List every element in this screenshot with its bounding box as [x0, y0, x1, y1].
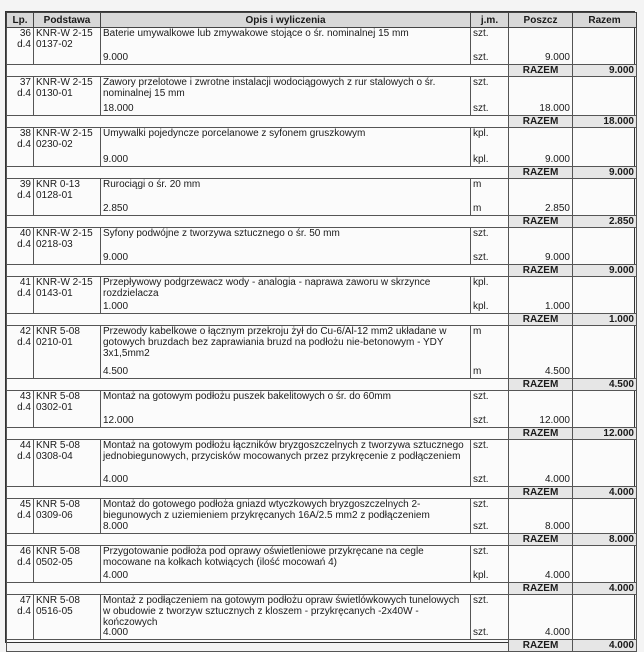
- lp-cell: 44 d.4: [7, 440, 34, 487]
- lp-cell: 45 d.4: [7, 499, 34, 534]
- unit-bottom: szt.: [473, 252, 489, 263]
- table-row: [7, 228, 637, 265]
- razem-value: 9.000: [573, 65, 637, 77]
- razem-spacer: [7, 640, 509, 652]
- unit-wrap: [473, 77, 506, 115]
- quantity-wrap: [511, 440, 570, 486]
- header-jm: j.m.: [471, 13, 509, 28]
- unit-cell: [471, 440, 509, 487]
- calculation-value: 9.000: [103, 252, 129, 263]
- calculation-value: 4.000: [103, 570, 129, 581]
- quantity-cell: [509, 128, 573, 167]
- unit-cell: [471, 499, 509, 534]
- unit-bottom: kpl.: [473, 570, 489, 581]
- quantity-cell: [509, 391, 573, 428]
- lp-cell: 43 d.4: [7, 391, 34, 428]
- description-wrap: [103, 546, 468, 582]
- razem-row: [7, 379, 637, 391]
- header-row: [7, 13, 637, 28]
- razem-value: 12.000: [573, 428, 637, 440]
- base-cell: KNR-W 2-15 0137-02: [34, 28, 101, 65]
- table-row: [7, 391, 637, 428]
- calculation-value: 4.000: [103, 474, 129, 485]
- description-wrap: [103, 326, 468, 378]
- quantity-value: 9.000: [544, 154, 570, 165]
- unit-top: szt.: [473, 546, 489, 557]
- razem-value: 4.000: [573, 487, 637, 499]
- unit-top: kpl.: [473, 128, 489, 139]
- unit-bottom: m: [473, 203, 482, 214]
- razem-row: [7, 116, 637, 128]
- unit-bottom: kpl.: [473, 154, 489, 165]
- razem-row: [7, 640, 637, 652]
- unit-bottom: m: [473, 366, 482, 377]
- razem-row: [7, 216, 637, 228]
- description-wrap: [103, 391, 468, 427]
- razem-spacer: [7, 265, 509, 277]
- razem-spacer: [7, 216, 509, 228]
- total-cell-empty: [573, 28, 637, 65]
- base-cell: KNR 0-13 0128-01: [34, 179, 101, 216]
- description-cell: [101, 326, 471, 379]
- description-text: Montaż z podłączeniem na gotowym podłożu opraw świetlówkowych tunelowych w obudowie z tworzyw sztucznych z kloszem - przykręcanych -2x40W - kończowych: [103, 595, 460, 628]
- quantity-value: 2.850: [544, 203, 570, 214]
- unit-wrap: [473, 326, 506, 378]
- razem-row: [7, 167, 637, 179]
- unit-cell: [471, 77, 509, 116]
- description-cell: [101, 440, 471, 487]
- quantity-value: 9.000: [544, 52, 570, 63]
- lp-cell: 46 d.4: [7, 546, 34, 583]
- unit-bottom: szt.: [473, 415, 489, 426]
- estimate-grid: [6, 12, 637, 652]
- description-text: Przewody kabelkowe o łącznym przekroju żył do Cu-6/Al-12 mm2 układane w gotowych bruzdach bez zaprawiania bruzd na podłożu nie-betonowym - YDY 3x1,5mm2: [103, 326, 447, 359]
- base-cell: KNR-W 2-15 0230-02: [34, 128, 101, 167]
- quantity-value: 4.000: [544, 627, 570, 638]
- description-wrap: [103, 595, 468, 639]
- razem-value: 8.000: [573, 534, 637, 546]
- lp-cell: 47 d.4: [7, 595, 34, 640]
- razem-row: [7, 428, 637, 440]
- unit-top: szt.: [473, 77, 489, 88]
- base-cell: KNR-W 2-15 0218-03: [34, 228, 101, 265]
- calculation-value: 18.000: [103, 103, 134, 114]
- unit-top: m: [473, 326, 482, 337]
- quantity-value: 8.000: [544, 521, 570, 532]
- quantity-wrap: [511, 28, 570, 64]
- description-text: Baterie umywalkowe lub zmywakowe stojące o śr. nominalnej 15 mm: [103, 28, 409, 39]
- unit-top: kpl.: [473, 277, 489, 288]
- razem-value: 9.000: [573, 265, 637, 277]
- razem-label: RAZEM: [509, 487, 573, 499]
- unit-cell: [471, 28, 509, 65]
- razem-spacer: [7, 534, 509, 546]
- description-wrap: [103, 179, 468, 215]
- description-text: Umywalki pojedyncze porcelanowe z syfonem gruszkowym: [103, 128, 366, 139]
- quantity-wrap: [511, 77, 570, 115]
- quantity-wrap: [511, 499, 570, 533]
- table-row: [7, 179, 637, 216]
- quantity-value: 9.000: [544, 252, 570, 263]
- quantity-cell: [509, 595, 573, 640]
- description-wrap: [103, 499, 468, 533]
- razem-label: RAZEM: [509, 65, 573, 77]
- unit-wrap: [473, 277, 506, 313]
- table-row: [7, 77, 637, 116]
- total-cell-empty: [573, 440, 637, 487]
- base-cell: KNR 5-08 0210-01: [34, 326, 101, 379]
- description-text: Syfony podwójne z tworzywa sztucznego o śr. 50 mm: [103, 228, 340, 239]
- razem-spacer: [7, 167, 509, 179]
- calculation-value: 4.000: [103, 627, 129, 638]
- description-cell: [101, 595, 471, 640]
- calculation-value: 2.850: [103, 203, 129, 214]
- lp-cell: 37 d.4: [7, 77, 34, 116]
- description-text: Montaż do gotowego podłoża gniazd wtyczkowych bryzgoszczelnych 2-biegunowych z uziemieniem przykręcanych 16A/2.5 mm2 z podłączeniem: [103, 499, 430, 521]
- table-row: [7, 546, 637, 583]
- lp-cell: 42 d.4: [7, 326, 34, 379]
- table-row: [7, 595, 637, 640]
- calculation-value: 12.000: [103, 415, 134, 426]
- quantity-value: 4.500: [544, 366, 570, 377]
- total-cell-empty: [573, 277, 637, 314]
- razem-value: 18.000: [573, 116, 637, 128]
- razem-value: 9.000: [573, 167, 637, 179]
- quantity-value: 12.000: [539, 415, 570, 426]
- quantity-wrap: [511, 326, 570, 378]
- description-text: Przygotowanie podłoża pod oprawy oświetleniowe przykręcane na cegle mocowane na kołkach kotwiących (ilość mocowań 4): [103, 546, 424, 568]
- quantity-cell: [509, 277, 573, 314]
- unit-wrap: [473, 179, 506, 215]
- razem-spacer: [7, 379, 509, 391]
- base-cell: KNR 5-08 0302-01: [34, 391, 101, 428]
- description-cell: [101, 391, 471, 428]
- unit-top: szt.: [473, 499, 489, 510]
- lp-cell: 36 d.4: [7, 28, 34, 65]
- unit-top: szt.: [473, 595, 489, 606]
- unit-wrap: [473, 128, 506, 166]
- razem-label: RAZEM: [509, 534, 573, 546]
- quantity-cell: [509, 546, 573, 583]
- unit-bottom: szt.: [473, 103, 489, 114]
- base-cell: KNR 5-08 0502-05: [34, 546, 101, 583]
- razem-value: 4.000: [573, 640, 637, 652]
- quantity-wrap: [511, 128, 570, 166]
- unit-cell: [471, 277, 509, 314]
- unit-top: szt.: [473, 28, 489, 39]
- description-cell: [101, 179, 471, 216]
- header-opis: Opis i wyliczenia: [101, 13, 471, 28]
- quantity-value: 1.000: [544, 301, 570, 312]
- description-wrap: [103, 128, 468, 166]
- razem-spacer: [7, 583, 509, 595]
- quantity-wrap: [511, 228, 570, 264]
- header-lp: Lp.: [7, 13, 34, 28]
- description-cell: [101, 546, 471, 583]
- table-row: [7, 277, 637, 314]
- header-razem: Razem: [573, 13, 637, 28]
- unit-cell: [471, 391, 509, 428]
- razem-row: [7, 265, 637, 277]
- description-cell: [101, 128, 471, 167]
- description-text: Rurociągi o śr. 20 mm: [103, 179, 201, 190]
- razem-row: [7, 583, 637, 595]
- total-cell-empty: [573, 326, 637, 379]
- razem-row: [7, 314, 637, 326]
- description-cell: [101, 28, 471, 65]
- description-text: Przepływowy podgrzewacz wody - analogia - naprawa zaworu w skrzynce rozdzielacza: [103, 277, 431, 299]
- calculation-value: 9.000: [103, 52, 129, 63]
- description-wrap: [103, 277, 468, 313]
- razem-value: 4.000: [573, 583, 637, 595]
- unit-bottom: szt.: [473, 474, 489, 485]
- total-cell-empty: [573, 391, 637, 428]
- lp-cell: 40 d.4: [7, 228, 34, 265]
- quantity-cell: [509, 179, 573, 216]
- quantity-wrap: [511, 546, 570, 582]
- razem-value: 1.000: [573, 314, 637, 326]
- razem-spacer: [7, 487, 509, 499]
- calculation-value: 9.000: [103, 154, 129, 165]
- quantity-cell: [509, 440, 573, 487]
- unit-wrap: [473, 499, 506, 533]
- razem-label: RAZEM: [509, 116, 573, 128]
- description-text: Zawory przelotowe i zwrotne instalacji wodociągowych z rur stalowych o śr. nominalnej 15 mm: [103, 77, 436, 99]
- calculation-value: 4.500: [103, 366, 129, 377]
- unit-bottom: szt.: [473, 52, 489, 63]
- quantity-cell: [509, 28, 573, 65]
- unit-cell: [471, 179, 509, 216]
- quantity-wrap: [511, 595, 570, 639]
- base-cell: KNR-W 2-15 0143-01: [34, 277, 101, 314]
- razem-row: [7, 534, 637, 546]
- unit-wrap: [473, 546, 506, 582]
- razem-row: [7, 65, 637, 77]
- base-cell: KNR 5-08 0516-05: [34, 595, 101, 640]
- description-wrap: [103, 28, 468, 64]
- quantity-value: 18.000: [539, 103, 570, 114]
- calculation-value: 8.000: [103, 521, 129, 532]
- razem-value: 2.850: [573, 216, 637, 228]
- total-cell-empty: [573, 77, 637, 116]
- unit-top: szt.: [473, 228, 489, 239]
- description-cell: [101, 277, 471, 314]
- header-poszcz: Poszcz: [509, 13, 573, 28]
- total-cell-empty: [573, 499, 637, 534]
- unit-top: m: [473, 179, 482, 190]
- lp-cell: 39 d.4: [7, 179, 34, 216]
- unit-cell: [471, 128, 509, 167]
- table-row: [7, 28, 637, 65]
- razem-spacer: [7, 314, 509, 326]
- table-row: [7, 499, 637, 534]
- quantity-wrap: [511, 391, 570, 427]
- razem-label: RAZEM: [509, 314, 573, 326]
- razem-label: RAZEM: [509, 583, 573, 595]
- quantity-cell: [509, 499, 573, 534]
- quantity-value: 4.000: [544, 474, 570, 485]
- description-wrap: [103, 228, 468, 264]
- calculation-value: 1.000: [103, 301, 129, 312]
- razem-label: RAZEM: [509, 167, 573, 179]
- razem-label: RAZEM: [509, 379, 573, 391]
- unit-wrap: [473, 595, 506, 639]
- description-wrap: [103, 440, 468, 486]
- total-cell-empty: [573, 595, 637, 640]
- base-cell: KNR-W 2-15 0130-01: [34, 77, 101, 116]
- unit-top: szt.: [473, 440, 489, 451]
- quantity-cell: [509, 77, 573, 116]
- razem-label: RAZEM: [509, 265, 573, 277]
- razem-value: 4.500: [573, 379, 637, 391]
- cost-estimate-table: [5, 11, 635, 651]
- unit-wrap: [473, 28, 506, 64]
- unit-cell: [471, 326, 509, 379]
- header-podstawa: Podstawa: [34, 13, 101, 28]
- table-row: [7, 326, 637, 379]
- quantity-wrap: [511, 179, 570, 215]
- description-text: Montaż na gotowym podłożu łączników bryzgoszczelnych z tworzywa sztucznego jednobiegunowych, przycisków mocowanych przez przykręcenie z podłączeniem: [103, 440, 464, 462]
- base-cell: KNR 5-08 0309-06: [34, 499, 101, 534]
- table-row: [7, 440, 637, 487]
- razem-row: [7, 487, 637, 499]
- razem-label: RAZEM: [509, 428, 573, 440]
- description-text: Montaż na gotowym podłożu puszek bakelitowych o śr. do 60mm: [103, 391, 391, 402]
- quantity-value: 4.000: [544, 570, 570, 581]
- unit-cell: [471, 546, 509, 583]
- unit-top: szt.: [473, 391, 489, 402]
- base-cell: KNR 5-08 0308-04: [34, 440, 101, 487]
- total-cell-empty: [573, 179, 637, 216]
- total-cell-empty: [573, 128, 637, 167]
- unit-wrap: [473, 228, 506, 264]
- quantity-wrap: [511, 277, 570, 313]
- quantity-cell: [509, 326, 573, 379]
- unit-cell: [471, 595, 509, 640]
- razem-spacer: [7, 65, 509, 77]
- unit-cell: [471, 228, 509, 265]
- unit-bottom: szt.: [473, 627, 489, 638]
- description-cell: [101, 499, 471, 534]
- total-cell-empty: [573, 228, 637, 265]
- total-cell-empty: [573, 546, 637, 583]
- razem-label: RAZEM: [509, 216, 573, 228]
- quantity-cell: [509, 228, 573, 265]
- unit-wrap: [473, 391, 506, 427]
- unit-wrap: [473, 440, 506, 486]
- description-cell: [101, 228, 471, 265]
- lp-cell: 41 d.4: [7, 277, 34, 314]
- description-wrap: [103, 77, 468, 115]
- unit-bottom: kpl.: [473, 301, 489, 312]
- razem-spacer: [7, 428, 509, 440]
- lp-cell: 38 d.4: [7, 128, 34, 167]
- unit-bottom: szt.: [473, 521, 489, 532]
- razem-spacer: [7, 116, 509, 128]
- table-row: [7, 128, 637, 167]
- description-cell: [101, 77, 471, 116]
- razem-label: RAZEM: [509, 640, 573, 652]
